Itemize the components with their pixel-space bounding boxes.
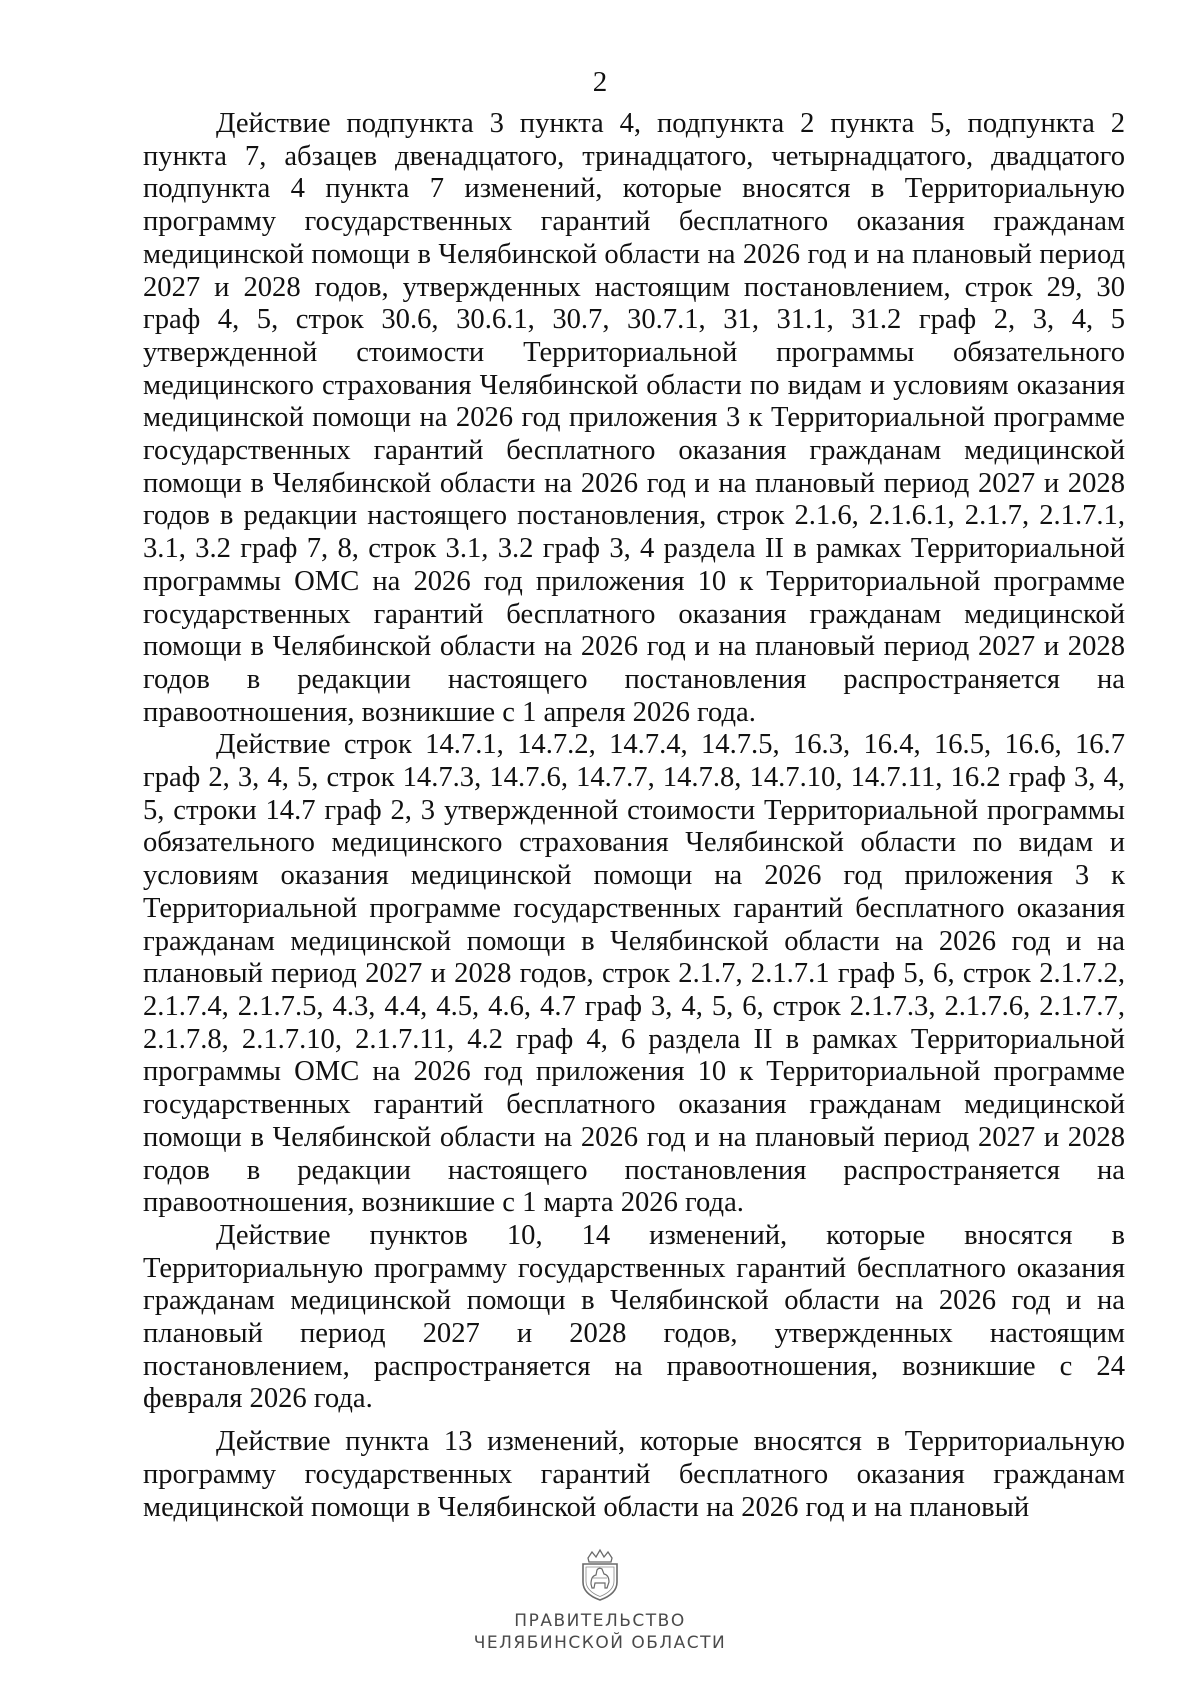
paragraph-1: Действие подпункта 3 пункта 4, подпункта 2 пункта 5, подпункта 2 пункта 7, абзацев двенадцатого, тринадцатого, четырнадцатого, двадцатого подпункта 4 пункта 7 изменений, которые вносятся в Территориальную программу государственных гарантий бесплатного оказания гражданам медицинской помощи в Челябинской области на 2026 год и на плановый период 2027 и 2028 годов, утвержденных настоящим постановлением, строк 29, 30 граф 4, 5, строк 30.6, 30.6.1, 30.7, 30.7.1, 31, 31.1, 31.2 граф 2, 3, 4, 5 утвержденной стоимости Территориальной программы обязательного медицинского страхования Челябинской области по видам и условиям оказания медицинской помощи на 2026 год приложения 3 к Территориальной программе государственных гарантий бесплатного оказания гражданам медицинской помощи в Челябинской области на 2026 год и на плановый период 2027 и 2028 годов в редакции настоящего постановления, строк 2.1.6, 2.1.6.1, 2.1.7, 2.1.7.1, 3.1, 3.2 граф 7, 8, строк 3.1, 3.2 граф 3, 4 раздела II в рамках Территориальной программы ОМС на 2026 год приложения 10 к Территориальной программе государственных гарантий бесплатного оказания гражданам медицинской помощи в Челябинской области на 2026 год и на плановый период 2027 и 2028 годов в редакции настоящего постановления распространяется на правоотношения, возникшие с 1 апреля 2026 года.: [143, 108, 1125, 728]
paragraph-4: Действие пункта 13 изменений, которые вносятся в Территориальную программу государственных гарантий бесплатного оказания гражданам медицинской помощи в Челябинской области на 2026 год и на плановый: [143, 1426, 1125, 1523]
footer-line-region: ЧЕЛЯБИНСКОЙ ОБЛАСТИ: [473, 1633, 727, 1653]
paragraph-2: Действие строк 14.7.1, 14.7.2, 14.7.4, 14.7.5, 16.3, 16.4, 16.5, 16.6, 16.7 граф 2, 3, 4, 5, строк 14.7.3, 14.7.6, 14.7.7, 14.7.8, 14.7.10, 14.7.11, 16.2 граф 3, 4, 5, строки 14.7 граф 2, 3 утвержденной стоимости Территориальной программы обязательного медицинского страхования Челябинской области по видам и условиям оказания медицинской помощи на 2026 год приложения 3 к Территориальной программе государственных гарантий бесплатного оказания гражданам медицинской помощи в Челябинской области на 2026 год и на плановый период 2027 и 2028 годов, строк 2.1.7, 2.1.7.1 граф 5, 6, строк 2.1.7.2, 2.1.7.4, 2.1.7.5, 4.3, 4.4, 4.5, 4.6, 4.7 граф 3, 4, 5, 6, строк 2.1.7.3, 2.1.7.6, 2.1.7.7, 2.1.7.8, 2.1.7.10, 2.1.7.11, 4.2 граф 4, 6 раздела II в рамках Территориальной программы ОМС на 2026 год приложения 10 к Территориальной программе государственных гарантий бесплатного оказания гражданам медицинской помощи в Челябинской области на 2026 год и на плановый период 2027 и 2028 годов в редакции настоящего постановления распространяется на правоотношения, возникшие с 1 марта 2026 года.: [143, 729, 1125, 1219]
chelyabinsk-coat-of-arms-icon: [577, 1548, 623, 1602]
document-body: [143, 108, 1125, 1524]
paragraph-3: Действие пунктов 10, 14 изменений, которые вносятся в Территориальную программу государственных гарантий бесплатного оказания гражданам медицинской помощи в Челябинской области на 2026 год и на плановый период 2027 и 2028 годов, утвержденных настоящим постановлением, распространяется на правоотношения, возникшие с 24 февраля 2026 года.: [143, 1219, 1125, 1415]
government-footer: [0, 1548, 1200, 1654]
footer-line-government: ПРАВИТЕЛЬСТВО: [514, 1611, 686, 1631]
page-number: 2: [592, 66, 608, 98]
